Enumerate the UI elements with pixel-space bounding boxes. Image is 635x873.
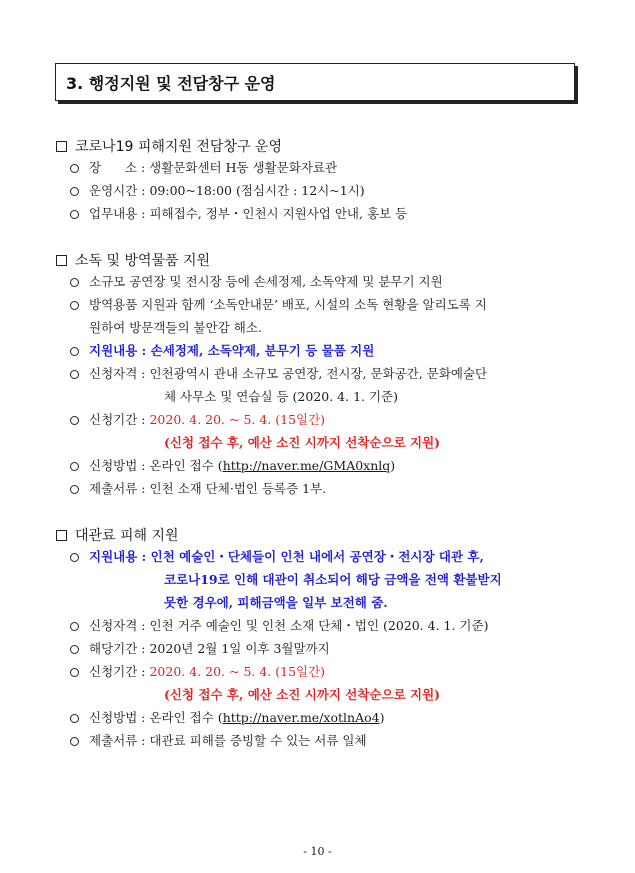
item-value: 생활문화센터 H동 생활문화자료관: [149, 160, 338, 175]
item-label: 운영시간 :: [89, 183, 146, 198]
item-label: 지원내용 :: [89, 343, 147, 358]
item-value: 인천 거주 예술인 및 인천 소재 단체・법인 (2020. 4. 1. 기준): [149, 618, 489, 633]
list-item: [70, 707, 384, 729]
item-value: 09:00~18:00 (점심시간 : 12시~1시): [149, 183, 365, 198]
item-value: 2020년 2월 1일 이후 3월말까지: [149, 641, 330, 656]
list-item: [70, 730, 367, 752]
item-value: 2020. 4. 20. ~ 5. 4. (15일간): [149, 664, 326, 679]
list-item: [70, 203, 407, 225]
item-value: 피해접수, 정부・인천시 지원사업 안내, 홍보 등: [149, 206, 408, 221]
item-value: 인천 예술인・단체들이 인천 내에서 공연장・전시장 대관 후,: [150, 549, 484, 564]
item-label: 해당기간 :: [89, 641, 146, 656]
circle-bullet-icon: [70, 347, 79, 356]
item-continuation: (신청 접수 후, 예산 소진 시까지 선착순으로 지원): [164, 687, 441, 702]
circle-bullet-icon: [70, 416, 79, 425]
group-title: 대관료 피해 지원: [75, 528, 179, 544]
item-tail: ): [390, 458, 396, 473]
item-continuation: 체 사무소 및 연습실 등 (2020. 4. 1. 기준): [164, 389, 399, 404]
list-item: [70, 546, 484, 568]
item-tail: ): [379, 710, 385, 725]
item-value: 손세정제, 소독약제, 분무기 등 물품 지원: [150, 343, 375, 358]
checkbox-icon: [56, 530, 67, 541]
item-label: 신청자격 :: [89, 366, 146, 381]
item-label: 제출서류 :: [89, 733, 146, 748]
circle-bullet-icon: [70, 668, 79, 677]
item-value: 온라인 접수 (: [149, 458, 223, 473]
item-label: 신청방법 :: [89, 458, 146, 473]
circle-bullet-icon: [70, 301, 79, 310]
list-item: [70, 409, 325, 431]
section-header-box: [55, 63, 575, 101]
item-label: 장 소 :: [89, 160, 146, 175]
group-heading-disinfection: [56, 250, 210, 270]
item-continuation: (신청 접수 후, 예산 소진 시까지 선착순으로 지원): [164, 435, 441, 450]
group-title: 소독 및 방역물품 지원: [75, 253, 211, 269]
circle-bullet-icon: [70, 622, 79, 631]
list-item: [70, 180, 365, 202]
circle-bullet-icon: [70, 737, 79, 746]
item-value: 온라인 접수 (: [149, 710, 223, 725]
circle-bullet-icon: [70, 210, 79, 219]
list-item: [70, 478, 326, 500]
item-value: 소규모 공연장 및 전시장 등에 손세정제, 소독약제 및 분무기 지원: [89, 274, 443, 289]
item-value: 방역용품 지원과 함께 ‘소독안내문’ 배포, 시설의 소독 현황을 알리도록 지: [89, 297, 487, 312]
list-item: [70, 661, 325, 683]
circle-bullet-icon: [70, 645, 79, 654]
item-label: 신청기간 :: [89, 412, 146, 427]
list-item: [70, 294, 487, 316]
list-item: [70, 363, 487, 385]
item-continuation: 못한 경우에, 피해금액을 일부 보전해 줌.: [164, 595, 388, 610]
list-item: [70, 455, 395, 477]
circle-bullet-icon: [70, 462, 79, 471]
list-item: [70, 615, 488, 637]
item-label: 신청기간 :: [89, 664, 146, 679]
circle-bullet-icon: [70, 553, 79, 562]
item-label: 제출서류 :: [89, 481, 146, 496]
item-label: 신청자격 :: [89, 618, 146, 633]
item-label: 지원내용 :: [89, 549, 147, 564]
item-value: 인천 소재 단체·법인 등록증 1부.: [149, 481, 327, 496]
group-title: 코로나19 피해지원 전담창구 운영: [75, 139, 282, 155]
circle-bullet-icon: [70, 370, 79, 379]
section-title: 3. 행정지원 및 전담창구 운영: [66, 74, 276, 93]
list-item: [70, 638, 330, 660]
group-heading-covid-desk: [56, 136, 282, 156]
circle-bullet-icon: [70, 714, 79, 723]
item-continuation: 원하여 방문객들의 불안감 해소.: [89, 320, 262, 335]
list-item: [70, 271, 443, 293]
checkbox-icon: [56, 141, 67, 152]
list-item: [70, 340, 374, 362]
item-continuation: 코로나19로 인해 대관이 취소되어 해당 금액을 전액 환불받지: [164, 572, 502, 587]
circle-bullet-icon: [70, 164, 79, 173]
page-number: - 10 -: [303, 845, 332, 858]
list-item: [70, 157, 337, 179]
application-link[interactable]: http://naver.me/GMA0xnlq: [222, 458, 391, 473]
group-heading-rental-fee: [56, 525, 179, 545]
circle-bullet-icon: [70, 187, 79, 196]
item-label: 업무내용 :: [89, 206, 146, 221]
checkbox-icon: [56, 255, 67, 266]
item-label: 신청방법 :: [89, 710, 146, 725]
application-link[interactable]: http://naver.me/xotlnAo4: [222, 710, 380, 725]
item-value: 2020. 4. 20. ~ 5. 4. (15일간): [149, 412, 326, 427]
item-value: 인천광역시 관내 소규모 공연장, 전시장, 문화공간, 문화예술단: [149, 366, 488, 381]
circle-bullet-icon: [70, 278, 79, 287]
circle-bullet-icon: [70, 485, 79, 494]
item-value: 대관료 피해를 증빙할 수 있는 서류 일체: [149, 733, 367, 748]
